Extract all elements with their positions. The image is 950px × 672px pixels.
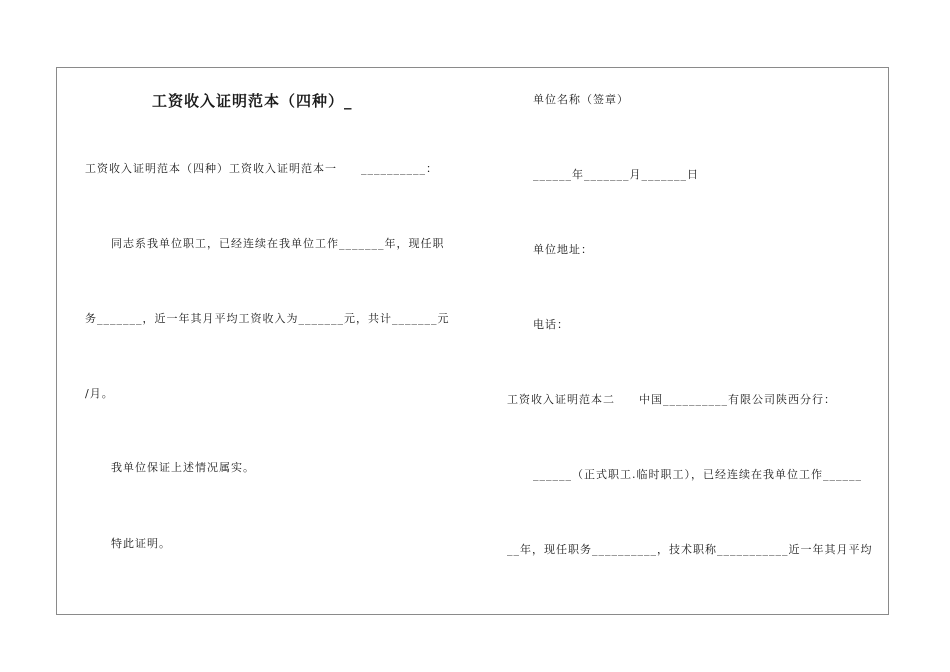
right-paragraph-line: __年，现任职务__________，技术职称___________近一年其月平均: [507, 543, 873, 556]
right-paragraph-line: 工资收入证明范本二 中国__________有限公司陕西分行：: [507, 393, 836, 406]
left-paragraph-line: 特此证明。: [111, 537, 171, 550]
right-paragraph-line: 单位名称（签章）: [533, 93, 629, 106]
right-paragraph-line: ______（正式职工.临时职工），已经连续在我单位工作______: [533, 468, 862, 481]
right-paragraph-line: 电话：: [533, 318, 569, 331]
document-page-frame: [56, 67, 889, 615]
document-title: 工资收入证明范本（四种）_: [152, 92, 353, 110]
right-paragraph-line: ______年_______月_______日: [533, 168, 699, 181]
left-paragraph-line: 同志系我单位职工，已经连续在我单位工作_______年，现任职: [111, 237, 445, 250]
left-paragraph-line: 我单位保证上述情况属实。: [111, 461, 255, 474]
right-paragraph-line: 单位地址：: [533, 243, 593, 256]
left-paragraph-line: /月。: [85, 387, 114, 400]
left-paragraph-line: 工资收入证明范本（四种）工资收入证明范本一 __________：: [85, 162, 438, 175]
left-paragraph-line: 务_______，近一年其月平均工资收入为_______元，共计_______元: [85, 312, 450, 325]
